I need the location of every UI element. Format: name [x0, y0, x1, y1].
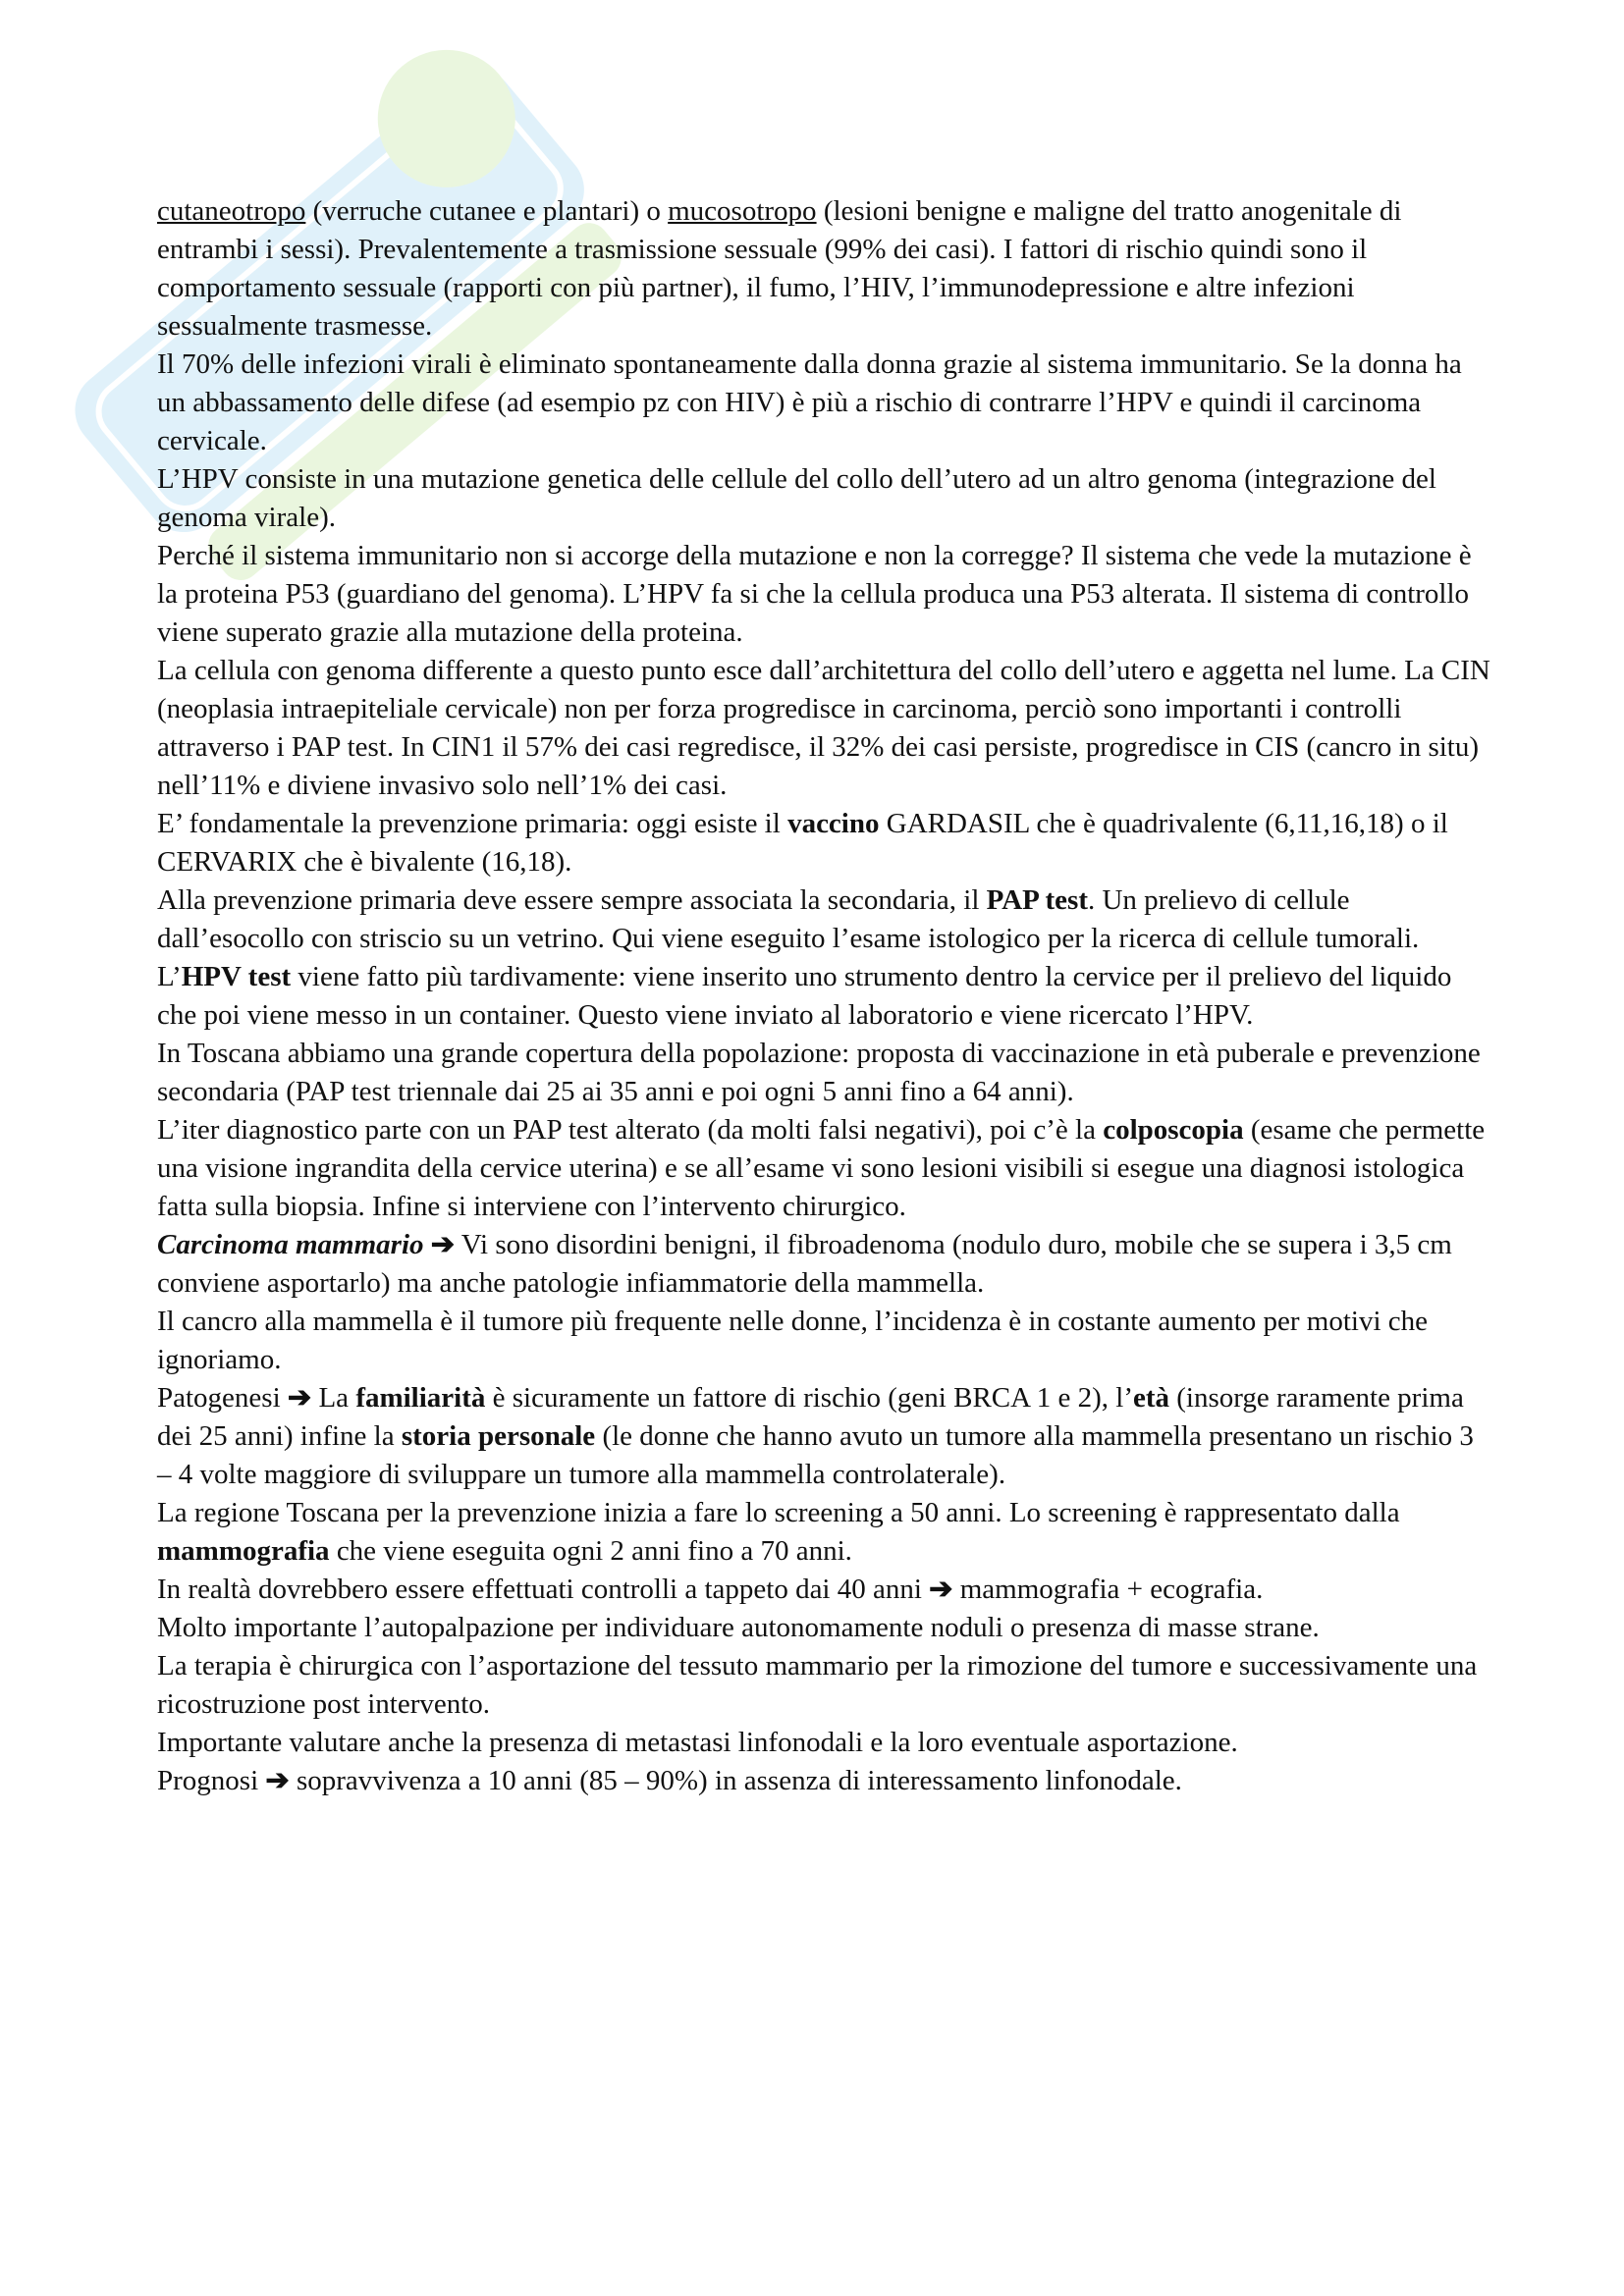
term-colposcopia: colposcopia — [1103, 1114, 1244, 1146]
paragraph-screening: La regione Toscana per la prevenzione inizia a fare lo screening a 50 anni. Lo screening è rappresentato dalla mammografia che viene eseguita ogni 2 anni fino a 70 anni. — [157, 1497, 1400, 1567]
paragraph-metastasi: Importante valutare anche la presenza di metastasi linfonodali e la loro eventuale asportazione. — [157, 1727, 1238, 1758]
term-hpv-test: HPV test — [181, 961, 292, 992]
arrow-icon: ➔ — [287, 1382, 312, 1414]
paragraph-immune-elimination: Il 70% delle infezioni virali è eliminato spontaneamente dalla donna grazie al sistema immunitario. Se la donna ha un abbassamento delle difese (ad esempio pz con HIV) è più a rischio di contrarre l’HPV e quindi il carcinoma cervicale. — [157, 348, 1462, 456]
term-eta: età — [1132, 1382, 1170, 1414]
paragraph-cancro-mammella: Il cancro alla mammella è il tumore più frequente nelle donne, l’incidenza è in costante aumento per motivi che ignoriamo. — [157, 1306, 1429, 1375]
paragraph-hpv-test: L’HPV test viene fatto più tardivamente: viene inserito uno strumento dentro la cervice per il prelievo del liquido che poi viene messo in un container. Questo viene inviato al laboratorio e viene ricercato l’HPV. — [157, 961, 1452, 1031]
paragraph-terapia: La terapia è chirurgica con l’asportazione del tessuto mammario per la rimozione del tumore e successivamente una ricostruzione post intervento. — [157, 1650, 1478, 1720]
term-mucosotropo: mucosotropo — [668, 195, 817, 227]
section-heading-carcinoma-mammario: Carcinoma mammario — [157, 1229, 424, 1260]
paragraph-controlli: In realtà dovrebbero essere effettuati controlli a tappeto dai 40 anni ➔ mammografia + ecografia. — [157, 1574, 1264, 1605]
term-cutaneotropo: cutaneotropo — [157, 195, 306, 227]
term-vaccino: vaccino — [787, 808, 880, 839]
paragraph-hpv-mutation: L’HPV consiste in una mutazione genetica delle cellule del collo dell’utero ad un altro genoma (integrazione del genoma virale). — [157, 463, 1436, 533]
paragraph-pap-test: Alla prevenzione primaria deve essere sempre associata la secondaria, il PAP test. Un prelievo di cellule dall’esocollo con striscio su un vetrino. Qui viene eseguito l’esame istologico per la ricerca di cellule tumorali. — [157, 884, 1420, 954]
paragraph-prognosi: Prognosi ➔ sopravvivenza a 10 anni (85 – 90%) in assenza di interessamento linfonodale. — [157, 1765, 1182, 1796]
paragraph-autopalpazione: Molto importante l’autopalpazione per individuare autonomamente noduli o presenza di masse strane. — [157, 1612, 1320, 1643]
arrow-icon: ➔ — [929, 1574, 953, 1605]
paragraph-iter-diagnostico: L’iter diagnostico parte con un PAP test alterato (da molti falsi negativi), poi c’è la colposcopia (esame che permette una visione ingrandita della cervice uterina) e se all’esame vi sono lesioni visibili si esegue una diagnosi istologica fatta sulla biopsia. Infine si interviene con l’intervento chirurgico. — [157, 1114, 1486, 1222]
paragraph-p53: Perché il sistema immunitario non si accorge della mutazione e non la corregge? Il sistema che vede la mutazione è la proteina P53 (guardiano del genoma). L’HPV fa si che la cellula produca una P53 alterata. Il sistema di controllo viene superato grazie alla mutazione della proteina. — [157, 540, 1472, 648]
arrow-icon: ➔ — [423, 1229, 456, 1260]
arrow-icon: ➔ — [265, 1765, 290, 1796]
paragraph-hpv-intro: cutaneotropo (verruche cutanee e plantari) o mucosotropo (lesioni benigne e maligne del tratto anogenitale di entrambi i sessi). Prevalentemente a trasmissione sessuale (99% dei casi). I fattori di rischio quindi sono il comportamento sessuale (rapporti con più partner), il fumo, l’HIV, l’immunodepressione e altre infezioni sessualmente trasmesse. — [157, 195, 1402, 342]
term-familiarita: familiarità — [355, 1382, 486, 1414]
term-storia-personale: storia personale — [401, 1420, 596, 1452]
paragraph-patogenesi: Patogenesi ➔ La familiarità è sicuramente un fattore di rischio (geni BRCA 1 e 2), l’età (insorge raramente prima dei 25 anni) infine la storia personale (le donne che hanno avuto un tumore alla mammella presentano un rischio 3 – 4 volte maggiore di sviluppare un tumore alla mammella controlaterale). — [157, 1382, 1474, 1490]
term-pap-test: PAP test — [986, 884, 1088, 916]
term-mammografia: mammografia — [157, 1535, 330, 1567]
paragraph-toscana-coverage: In Toscana abbiamo una grande copertura della popolazione: proposta di vaccinazione in età puberale e prevenzione secondaria (PAP test triennale dai 25 ai 35 anni e poi ogni 5 anni fino a 64 anni). — [157, 1038, 1481, 1107]
paragraph-cin: La cellula con genoma differente a questo punto esce dall’architettura del collo dell’utero e aggetta nel lume. La CIN (neoplasia intraepiteliale cervicale) non per forza progredisce in carcinoma, perciò sono importanti i controlli attraverso i PAP test. In CIN1 il 57% dei casi regredisce, il 32% dei casi persiste, progredisce in CIS (cancro in situ) nell’11% e diviene invasivo solo nell’1% dei casi. — [157, 655, 1490, 801]
paragraph-vaccine: E’ fondamentale la prevenzione primaria: oggi esiste il vaccino GARDASIL che è quadrivalente (6,11,16,18) o il CERVARIX che è bivalente (16,18). — [157, 808, 1448, 878]
document-body — [157, 192, 1492, 1800]
paragraph-carcinoma-mammario: Carcinoma mammario ➔ Vi sono disordini benigni, il fibroadenoma (nodulo duro, mobile che se supera i 3,5 cm conviene asportarlo) ma anche patologie infiammatorie della mammella. — [157, 1229, 1452, 1299]
